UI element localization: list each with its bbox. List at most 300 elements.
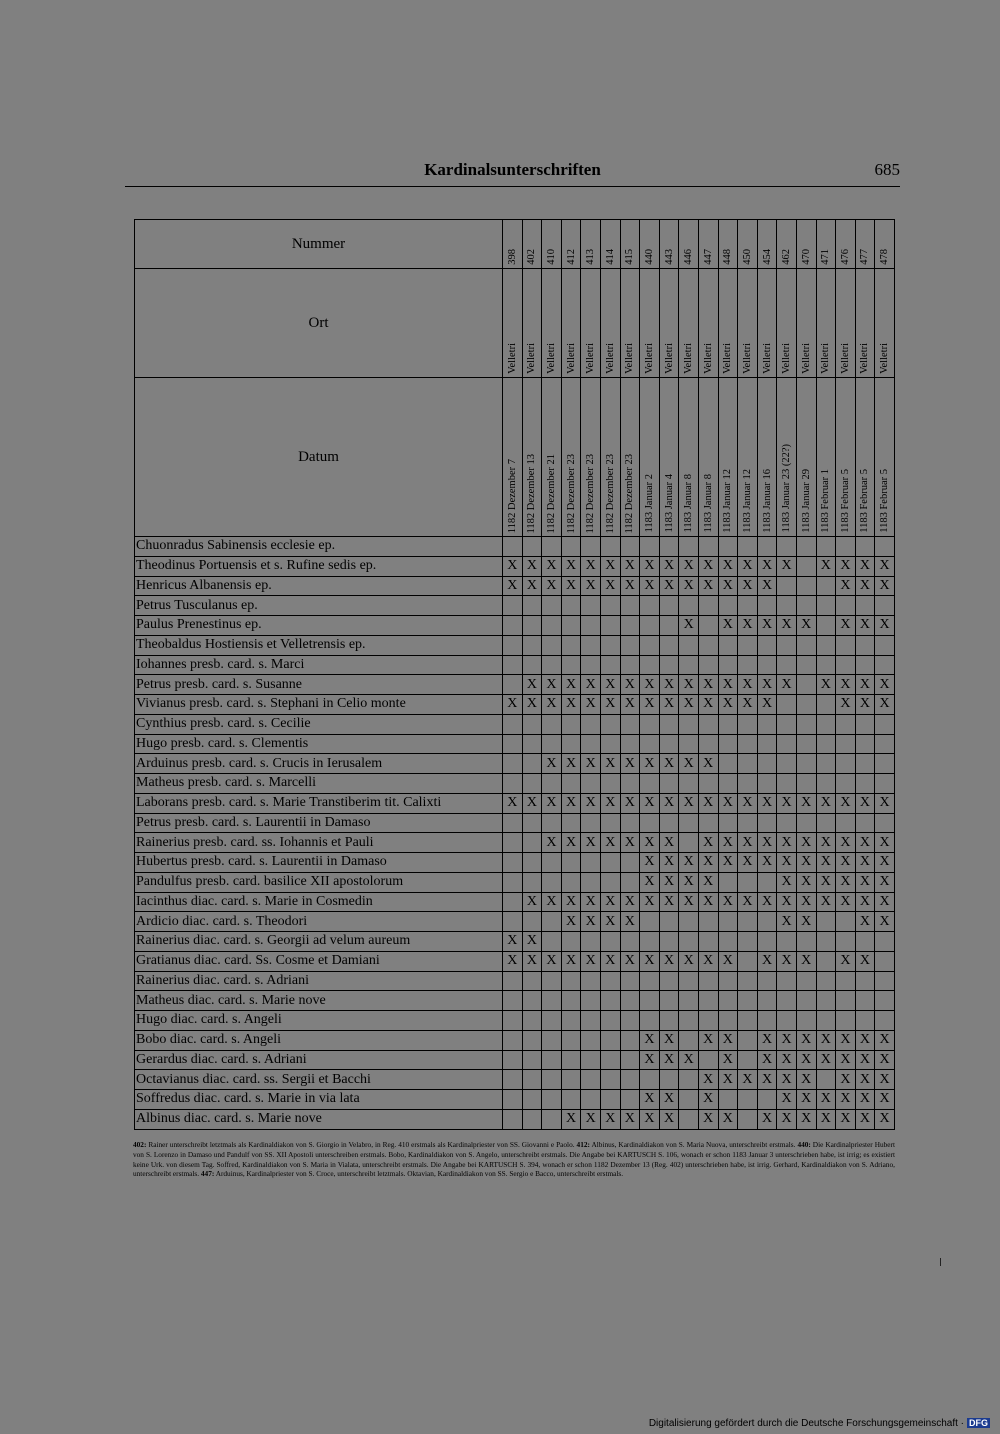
signature-mark xyxy=(855,932,875,952)
signature-mark xyxy=(620,932,640,952)
signature-mark: X xyxy=(816,1090,836,1110)
signature-mark: X xyxy=(640,793,660,813)
signature-mark xyxy=(816,932,836,952)
signature-mark xyxy=(836,714,856,734)
signature-mark xyxy=(718,714,738,734)
signature-mark: X xyxy=(718,1050,738,1070)
signature-mark xyxy=(542,1070,562,1090)
nummer-value: 412 xyxy=(565,249,577,265)
signature-mark: X xyxy=(600,1109,620,1129)
signature-mark: X xyxy=(698,872,718,892)
datum-cell xyxy=(659,378,679,537)
ort-value: Velletri xyxy=(761,343,773,374)
nummer-value: 414 xyxy=(604,249,616,265)
ort-cell xyxy=(875,269,895,378)
signature-mark xyxy=(738,951,758,971)
cardinal-row xyxy=(135,556,895,576)
signature-mark: X xyxy=(522,556,542,576)
ort-cell xyxy=(600,269,620,378)
signature-mark xyxy=(640,813,660,833)
signature-mark xyxy=(738,774,758,794)
signature-mark xyxy=(581,616,601,636)
nummer-cell xyxy=(836,220,856,269)
cardinal-row xyxy=(135,596,895,616)
signature-mark xyxy=(522,1050,542,1070)
signature-mark xyxy=(561,1011,581,1031)
signature-mark xyxy=(718,754,738,774)
signature-mark xyxy=(816,714,836,734)
signature-mark: X xyxy=(620,833,640,853)
signature-mark: X xyxy=(542,754,562,774)
ort-value: Velletri xyxy=(839,343,851,374)
signature-mark: X xyxy=(718,556,738,576)
signature-mark: X xyxy=(855,1070,875,1090)
ort-value: Velletri xyxy=(859,343,871,374)
signature-mark xyxy=(757,714,777,734)
signature-mark: X xyxy=(561,793,581,813)
signature-mark xyxy=(698,1011,718,1031)
signature-mark: X xyxy=(640,576,660,596)
signature-mark xyxy=(757,537,777,557)
signature-mark xyxy=(777,635,797,655)
signature-mark xyxy=(679,1109,699,1129)
signature-mark xyxy=(875,951,895,971)
cardinal-name: Paulus Prenestinus ep. xyxy=(135,616,503,636)
signature-mark xyxy=(757,991,777,1011)
signature-mark: X xyxy=(796,951,816,971)
signature-mark xyxy=(679,932,699,952)
cardinal-name: Matheus diac. card. s. Marie nove xyxy=(135,991,503,1011)
signature-mark: X xyxy=(698,833,718,853)
signature-mark xyxy=(796,774,816,794)
signature-mark xyxy=(875,971,895,991)
signature-mark: X xyxy=(718,1030,738,1050)
ort-cell xyxy=(698,269,718,378)
signature-mark xyxy=(600,774,620,794)
signature-mark xyxy=(836,912,856,932)
signature-mark xyxy=(777,576,797,596)
signature-mark xyxy=(796,675,816,695)
signature-mark: X xyxy=(875,793,895,813)
signature-mark: X xyxy=(679,556,699,576)
signature-mark xyxy=(522,774,542,794)
signature-mark xyxy=(738,912,758,932)
ort-value: Velletri xyxy=(800,343,812,374)
signature-mark xyxy=(659,774,679,794)
signature-mark xyxy=(503,872,523,892)
signature-mark: X xyxy=(875,912,895,932)
signature-mark: X xyxy=(679,695,699,715)
signature-mark xyxy=(836,932,856,952)
signature-mark xyxy=(659,635,679,655)
signature-mark xyxy=(522,991,542,1011)
nummer-cell xyxy=(581,220,601,269)
signature-mark: X xyxy=(816,892,836,912)
signature-mark: X xyxy=(640,1109,660,1129)
datum-value: 1183 Januar 4 xyxy=(663,474,675,533)
signature-mark: X xyxy=(836,833,856,853)
signature-mark: X xyxy=(796,853,816,873)
signature-mark: X xyxy=(836,1090,856,1110)
signature-mark xyxy=(659,991,679,1011)
signature-mark xyxy=(875,774,895,794)
ort-value: Velletri xyxy=(820,343,832,374)
signature-mark: X xyxy=(503,793,523,813)
signature-mark xyxy=(679,655,699,675)
signature-mark: X xyxy=(855,1050,875,1070)
signature-mark xyxy=(816,576,836,596)
signature-mark xyxy=(796,695,816,715)
signature-mark: X xyxy=(640,556,660,576)
signature-mark: X xyxy=(777,1109,797,1129)
signature-mark: X xyxy=(522,695,542,715)
signature-mark xyxy=(561,971,581,991)
cardinal-name: Iacinthus diac. card. s. Marie in Cosmedin xyxy=(135,892,503,912)
signature-mark: X xyxy=(738,556,758,576)
signature-mark xyxy=(640,596,660,616)
signature-mark: X xyxy=(796,912,816,932)
signature-mark xyxy=(757,813,777,833)
signature-mark: X xyxy=(620,556,640,576)
signature-mark xyxy=(777,813,797,833)
signature-mark xyxy=(600,596,620,616)
signature-mark: X xyxy=(600,695,620,715)
signature-mark xyxy=(855,774,875,794)
ort-cell xyxy=(777,269,797,378)
signature-mark xyxy=(698,774,718,794)
signature-mark xyxy=(600,1011,620,1031)
nummer-cell xyxy=(875,220,895,269)
scan-mark xyxy=(940,1258,941,1266)
ort-value: Velletri xyxy=(604,343,616,374)
signature-mark: X xyxy=(875,576,895,596)
signature-mark: X xyxy=(522,892,542,912)
ort-value: Velletri xyxy=(506,343,518,374)
signature-mark xyxy=(698,813,718,833)
signature-mark xyxy=(816,537,836,557)
signature-mark xyxy=(503,991,523,1011)
signature-mark xyxy=(816,951,836,971)
nummer-label: Nummer xyxy=(135,220,503,269)
ort-cell xyxy=(836,269,856,378)
signature-mark: X xyxy=(757,853,777,873)
signature-mark xyxy=(718,537,738,557)
signature-mark xyxy=(561,991,581,1011)
signature-mark: X xyxy=(836,695,856,715)
signature-mark xyxy=(855,754,875,774)
cardinal-name: Ardicio diac. card. s. Theodori xyxy=(135,912,503,932)
signature-mark xyxy=(620,734,640,754)
datum-value: 1182 Dezember 23 xyxy=(565,453,577,533)
signature-mark xyxy=(620,1030,640,1050)
signature-mark xyxy=(620,1070,640,1090)
note-label: 402: xyxy=(133,1140,147,1149)
signature-mark xyxy=(816,1011,836,1031)
cardinal-row xyxy=(135,774,895,794)
signature-mark xyxy=(640,734,660,754)
signature-mark xyxy=(875,932,895,952)
signature-mark xyxy=(561,932,581,952)
signature-mark: X xyxy=(503,951,523,971)
datum-cell xyxy=(796,378,816,537)
signature-mark: X xyxy=(796,872,816,892)
signature-mark xyxy=(855,537,875,557)
nummer-cell xyxy=(679,220,699,269)
signature-mark xyxy=(542,774,562,794)
signature-mark xyxy=(796,576,816,596)
signature-mark: X xyxy=(718,616,738,636)
signature-mark: X xyxy=(855,616,875,636)
datum-value: 1183 Februar 5 xyxy=(859,469,871,533)
digitization-footer xyxy=(649,1418,990,1429)
signature-mark xyxy=(522,1109,542,1129)
signature-mark xyxy=(620,616,640,636)
cardinal-name: Rainerius diac. card. s. Georgii ad velum aureum xyxy=(135,932,503,952)
signature-mark: X xyxy=(855,853,875,873)
signature-mark: X xyxy=(640,951,660,971)
signature-mark: X xyxy=(522,793,542,813)
signature-mark: X xyxy=(600,675,620,695)
cardinal-name: Laborans presb. card. s. Marie Transtiberim tit. Calixti xyxy=(135,793,503,813)
signature-mark: X xyxy=(679,951,699,971)
signature-mark: X xyxy=(503,556,523,576)
footnotes xyxy=(133,1140,895,1179)
note-label: 440: xyxy=(797,1140,811,1149)
signature-mark xyxy=(522,754,542,774)
signature-mark: X xyxy=(718,576,738,596)
signature-mark xyxy=(640,537,660,557)
signature-mark: X xyxy=(620,912,640,932)
signature-mark: X xyxy=(816,872,836,892)
signature-mark xyxy=(581,635,601,655)
signature-mark: X xyxy=(620,951,640,971)
signature-mark xyxy=(796,537,816,557)
signature-mark: X xyxy=(581,833,601,853)
signature-mark xyxy=(600,872,620,892)
signature-mark xyxy=(542,991,562,1011)
signature-mark xyxy=(600,971,620,991)
signature-mark: X xyxy=(796,833,816,853)
signature-mark xyxy=(757,774,777,794)
nummer-cell xyxy=(600,220,620,269)
signature-mark: X xyxy=(679,754,699,774)
datum-cell xyxy=(620,378,640,537)
footer-text: Digitalisierung gefördert durch die Deutsche Forschungsgemeinschaft · xyxy=(648,1418,964,1429)
signature-mark: X xyxy=(777,853,797,873)
datum-cell xyxy=(718,378,738,537)
note-text: Arduinus, Kardinalpriester von S. Croce, unterschreibt letztmals. Oktavian, Kardinaldiakon von SS. Sergio e Bacco, unterschreibt erstmals. xyxy=(214,1169,624,1179)
signature-mark xyxy=(698,596,718,616)
signature-mark xyxy=(542,1030,562,1050)
signature-mark: X xyxy=(659,1030,679,1050)
signature-mark: X xyxy=(875,1050,895,1070)
note-label: 412: xyxy=(576,1140,590,1149)
signature-mark: X xyxy=(659,1090,679,1110)
datum-value: 1182 Dezember 13 xyxy=(526,453,538,533)
signature-mark xyxy=(679,1030,699,1050)
signature-mark xyxy=(640,774,660,794)
datum-value: 1183 Februar 5 xyxy=(879,469,891,533)
signature-mark xyxy=(542,655,562,675)
signature-mark xyxy=(503,853,523,873)
signature-mark xyxy=(503,1109,523,1129)
signature-mark xyxy=(698,655,718,675)
signature-mark: X xyxy=(698,1109,718,1129)
cardinal-name: Hugo presb. card. s. Clementis xyxy=(135,734,503,754)
signature-mark xyxy=(581,872,601,892)
nummer-value: 415 xyxy=(624,249,636,265)
signature-mark xyxy=(542,971,562,991)
datum-value: 1182 Dezember 23 xyxy=(604,453,616,533)
signature-mark xyxy=(581,1050,601,1070)
signature-mark xyxy=(640,1070,660,1090)
note-text: Die Kardinalpriester Hubert von S. Lorenzo in Damaso und Pandulf von SS. XII Apostoli unterschreiben erstmals. Bobo, Kardinaldiakon von S. Angelo, unterschreibt erstmals. Die Angabe bei KARTUSCH S. 106, wonach er schon 1183 Januar 3 unterschrieben habe, ist irrig; es existiert keine Urk. von diesem Tag. Soffred, Kardinaldiakon von S. Maria in Vialata, unterschreibt erstmals. Die Angabe bei KARTUSCH S. 394, wonach er schon 1182 Dezember 13 (Reg. 402) unterschrieben habe, ist irrig. Gerhard, Kardinaldiakon von S. Adriano, unterschreibt erstmals. xyxy=(133,1140,895,1179)
signature-mark xyxy=(718,991,738,1011)
signature-mark: X xyxy=(698,1070,718,1090)
nummer-row xyxy=(135,220,895,269)
signature-mark: X xyxy=(777,793,797,813)
signature-mark xyxy=(738,734,758,754)
signature-mark: X xyxy=(698,853,718,873)
signature-mark xyxy=(718,872,738,892)
signature-mark: X xyxy=(855,833,875,853)
ort-label: Ort xyxy=(135,269,503,378)
signature-mark xyxy=(679,1011,699,1031)
signature-mark: X xyxy=(561,556,581,576)
signature-mark xyxy=(836,971,856,991)
signature-mark xyxy=(522,853,542,873)
cardinal-name: Arduinus presb. card. s. Crucis in Ierusalem xyxy=(135,754,503,774)
signature-mark xyxy=(600,813,620,833)
signature-mark: X xyxy=(542,793,562,813)
signature-mark xyxy=(738,1090,758,1110)
signature-mark xyxy=(679,991,699,1011)
signature-mark xyxy=(600,616,620,636)
signature-mark xyxy=(600,714,620,734)
nummer-cell xyxy=(698,220,718,269)
datum-row xyxy=(135,378,895,537)
cardinal-name: Henricus Albanensis ep. xyxy=(135,576,503,596)
signature-mark: X xyxy=(581,695,601,715)
signature-mark: X xyxy=(875,1090,895,1110)
signature-mark: X xyxy=(836,951,856,971)
cardinal-row xyxy=(135,912,895,932)
nummer-cell xyxy=(777,220,797,269)
signature-mark xyxy=(522,1070,542,1090)
signature-mark xyxy=(522,655,542,675)
signature-mark: X xyxy=(757,951,777,971)
signature-mark: X xyxy=(561,1109,581,1129)
signature-mark xyxy=(561,635,581,655)
datum-cell xyxy=(698,378,718,537)
signature-mark xyxy=(522,537,542,557)
datum-cell xyxy=(816,378,836,537)
signature-mark xyxy=(640,1011,660,1031)
signature-mark xyxy=(561,872,581,892)
signature-mark: X xyxy=(875,1070,895,1090)
signature-mark xyxy=(757,872,777,892)
signature-mark xyxy=(796,556,816,576)
signature-mark xyxy=(816,912,836,932)
signature-mark xyxy=(836,991,856,1011)
signature-mark: X xyxy=(542,556,562,576)
signature-mark: X xyxy=(679,576,699,596)
signature-mark xyxy=(679,833,699,853)
signature-mark: X xyxy=(836,1030,856,1050)
signature-mark xyxy=(718,655,738,675)
signature-mark xyxy=(836,754,856,774)
signature-mark: X xyxy=(855,675,875,695)
signature-mark: X xyxy=(757,1030,777,1050)
signature-mark: X xyxy=(855,793,875,813)
signature-mark xyxy=(718,912,738,932)
datum-cell xyxy=(679,378,699,537)
nummer-value: 471 xyxy=(820,249,832,265)
signature-mark xyxy=(503,1050,523,1070)
signature-mark xyxy=(836,734,856,754)
signature-mark: X xyxy=(718,695,738,715)
signature-mark xyxy=(777,596,797,616)
signature-mark xyxy=(679,813,699,833)
cardinal-row xyxy=(135,1011,895,1031)
signature-table xyxy=(134,219,895,1130)
signature-mark: X xyxy=(718,853,738,873)
signature-mark: X xyxy=(777,951,797,971)
signature-mark xyxy=(522,1030,542,1050)
signature-mark xyxy=(620,714,640,734)
signature-mark xyxy=(503,734,523,754)
signature-mark: X xyxy=(836,793,856,813)
cardinal-name: Gerardus diac. card. s. Adriani xyxy=(135,1050,503,1070)
signature-mark xyxy=(816,596,836,616)
datum-value: 1183 Januar 8 xyxy=(702,474,714,533)
signature-mark xyxy=(522,1090,542,1110)
cardinal-name: Iohannes presb. card. s. Marci xyxy=(135,655,503,675)
signature-mark: X xyxy=(640,1090,660,1110)
signature-mark: X xyxy=(620,754,640,774)
signature-mark xyxy=(640,912,660,932)
signature-mark: X xyxy=(640,833,660,853)
nummer-cell xyxy=(816,220,836,269)
signature-mark: X xyxy=(757,556,777,576)
signature-mark xyxy=(503,774,523,794)
nummer-cell xyxy=(659,220,679,269)
nummer-value: 448 xyxy=(722,249,734,265)
signature-mark xyxy=(659,1011,679,1031)
signature-mark xyxy=(659,616,679,636)
signature-mark xyxy=(738,537,758,557)
datum-value: 1182 Dezember 7 xyxy=(506,458,518,533)
signature-mark: X xyxy=(836,892,856,912)
signature-mark xyxy=(640,616,660,636)
nummer-cell xyxy=(640,220,660,269)
signature-mark: X xyxy=(777,1070,797,1090)
signature-mark: X xyxy=(542,675,562,695)
signature-mark: X xyxy=(855,892,875,912)
signature-mark: X xyxy=(875,695,895,715)
signature-mark xyxy=(620,872,640,892)
signature-mark xyxy=(679,714,699,734)
signature-mark: X xyxy=(777,892,797,912)
nummer-cell xyxy=(620,220,640,269)
ort-value: Velletri xyxy=(702,343,714,374)
signature-mark xyxy=(503,971,523,991)
signature-mark: X xyxy=(600,833,620,853)
signature-mark: X xyxy=(738,695,758,715)
signature-mark xyxy=(620,596,640,616)
signature-mark xyxy=(561,714,581,734)
nummer-value: 413 xyxy=(585,249,597,265)
